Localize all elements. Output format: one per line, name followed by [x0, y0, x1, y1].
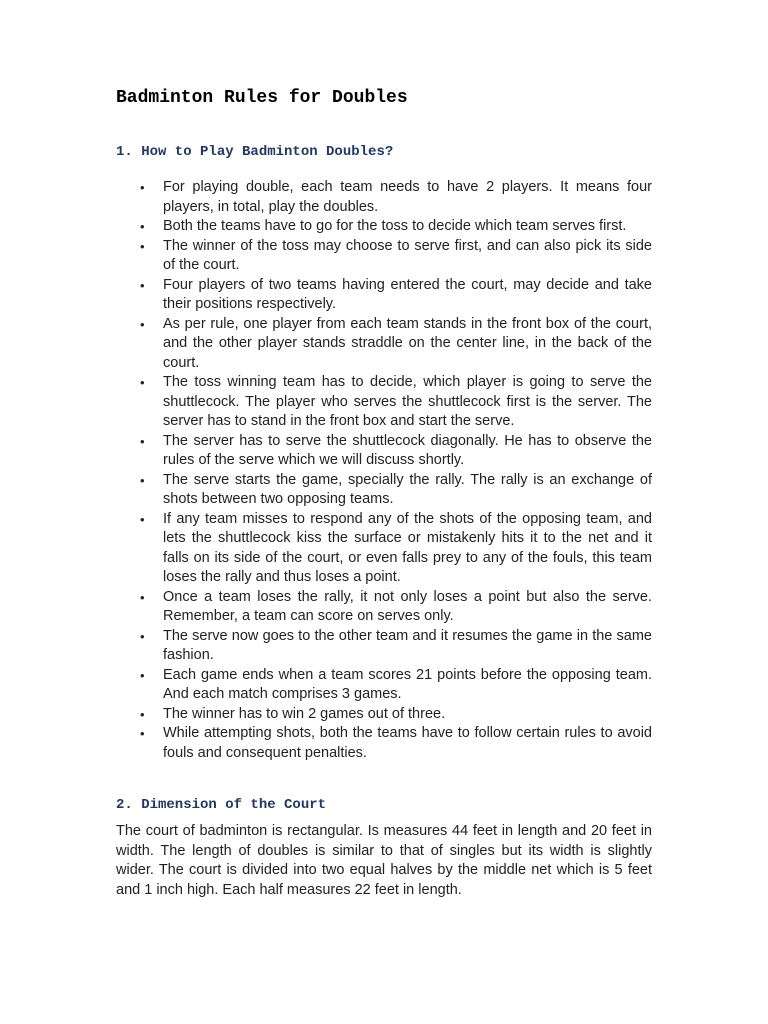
bullet-icon: • — [140, 277, 145, 293]
list-item — [116, 471, 652, 510]
bullet-icon: • — [140, 706, 145, 722]
list-item — [116, 373, 652, 432]
list-item — [116, 724, 652, 763]
section-heading-court-dimension: 2. Dimension of the Court — [116, 797, 327, 813]
bullet-icon: • — [140, 726, 145, 741]
bullet-icon: • — [140, 219, 145, 234]
list-item-text: While attempting shots, both the teams have to follow certain rules to avoid fouls and consequent penalties. — [163, 725, 652, 761]
list-item — [116, 237, 652, 276]
list-item — [116, 666, 652, 705]
list-item — [116, 315, 652, 374]
list-item-text: Once a team loses the rally, it not only loses a point but also the serve. Remember, a team can score on serves only. — [163, 588, 652, 624]
list-item — [116, 276, 652, 315]
list-item — [116, 178, 652, 217]
bullet-icon: • — [140, 316, 145, 332]
list-item — [116, 627, 652, 666]
list-item — [116, 705, 652, 725]
document-title: Badminton Rules for Doubles — [116, 88, 408, 108]
bullet-icon: • — [140, 238, 145, 254]
bullet-icon: • — [140, 433, 145, 449]
list-item-text: For playing double, each team needs to have 2 players. It means four players, in total, play the doubles. — [163, 179, 652, 215]
list-item — [116, 217, 652, 237]
list-item-text: If any team misses to respond any of the shots of the opposing team, and lets the shuttlecock kiss the surface or mistakenly hits it to the net and it falls on its side of the court, or even falls prey to any of the fouls, this team loses the rally and thus loses a point. — [163, 510, 652, 585]
bullet-icon: • — [140, 511, 145, 527]
bullet-icon: • — [140, 667, 145, 683]
list-item-text: Four players of two teams having entered the court, may decide and take their positions respectively. — [163, 276, 652, 312]
section-heading-how-to-play: 1. How to Play Badminton Doubles? — [116, 144, 394, 160]
list-item-text: Both the teams have to go for the toss to decide which team serves first. — [163, 218, 627, 234]
rules-bullet-list — [116, 178, 652, 763]
list-item-text: The winner has to win 2 games out of three. — [163, 705, 446, 722]
list-item-text: The winner of the toss may choose to serve first, and can also pick its side of the court. — [163, 237, 652, 273]
list-item-text: The serve starts the game, specially the rally. The rally is an exchange of shots between two opposing teams. — [163, 471, 652, 507]
list-item-text: The server has to serve the shuttlecock diagonally. He has to observe the rules of the serve which we will discuss shortly. — [163, 432, 652, 468]
bullet-icon: • — [140, 589, 145, 605]
bullet-icon: • — [140, 375, 145, 390]
list-item — [116, 432, 652, 471]
list-item-text: Each game ends when a team scores 21 points before the opposing team. And each match comprises 3 games. — [163, 666, 652, 702]
bullet-icon: • — [140, 180, 145, 195]
list-item-text: As per rule, one player from each team stands in the front box of the court, and the other player stands straddle on the center line, in the back of the court. — [163, 315, 652, 371]
court-dimension-paragraph: The court of badminton is rectangular. Is measures 44 feet in length and 20 feet in width. The length of doubles is similar to that of singles but its width is slightly wider. The court is divided into two equal halves by the middle net which is 5 feet and 1 inch high. Each half measures 22 feet in length. — [116, 823, 652, 898]
list-item-text: The serve now goes to the other team and it resumes the game in the same fashion. — [163, 627, 652, 663]
list-item — [116, 510, 652, 588]
list-item-text: The toss winning team has to decide, which player is going to serve the shuttlecock. The player who serves the shuttlecock first is the server. The server has to stand in the front box and start the serve. — [163, 374, 652, 429]
bullet-icon: • — [140, 472, 145, 488]
bullet-icon: • — [140, 628, 145, 644]
list-item — [116, 588, 652, 627]
